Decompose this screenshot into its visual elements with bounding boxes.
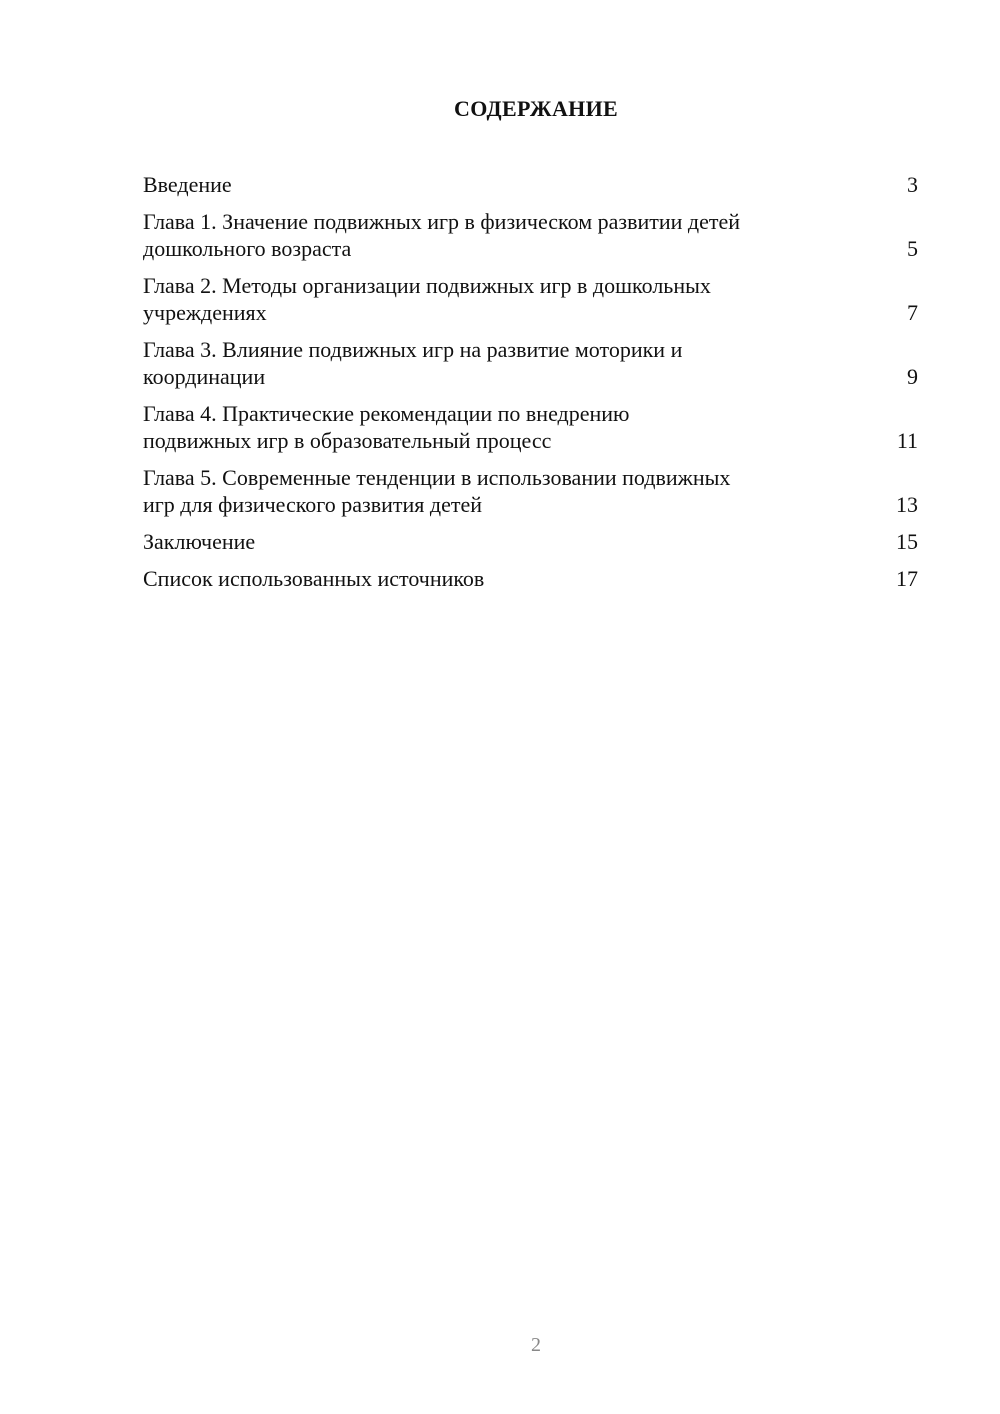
toc-entry-chapter-2 [143,272,918,326]
toc-page-number: 3 [907,172,918,197]
toc-page-number: 5 [907,236,918,261]
toc-entry-conclusion [143,528,918,555]
toc-entry-text [143,400,629,454]
toc-page-number: 15 [896,529,918,554]
toc-title: СОДЕРЖАНИЕ [454,96,618,121]
toc-entry-line: Глава 5. Современные тенденции в использовании подвижных [143,465,731,490]
toc-entry-text [143,171,232,198]
toc-entry-text [143,464,730,518]
toc-entry-line: Глава 3. Влияние подвижных игр на развитие моторики и [143,337,683,362]
toc-entry-line: Глава 2. Методы организации подвижных игр в дошкольных [143,273,711,298]
toc-entry-references [143,565,918,592]
toc-entry-chapter-4 [143,400,918,454]
toc-entry-line: дошкольного возраста [143,236,352,261]
toc-entry-line: Список использованных источников [143,566,485,591]
toc-entry-line: Глава 1. Значение подвижных игр в физическом развитии детей [143,209,741,234]
toc-entry-text [143,272,711,326]
table-of-contents [143,171,918,602]
toc-page-number: 7 [907,300,918,325]
toc-entry-line: Заключение [143,529,256,554]
toc-entry-line: подвижных игр в образовательный процесс [143,428,552,453]
toc-entry-text [143,336,682,390]
toc-entry-chapter-3 [143,336,918,390]
toc-entry-chapter-1 [143,208,918,262]
toc-entry-introduction [143,171,918,198]
toc-entry-chapter-5 [143,464,918,518]
toc-page-number: 13 [896,492,918,517]
toc-entry-text [143,565,484,592]
toc-page-number: 17 [896,566,918,591]
toc-entry-text [143,528,255,555]
toc-entry-line: игр для физического развития детей [143,492,483,517]
toc-page-number: 9 [907,364,918,389]
toc-page-number: 11 [896,428,918,453]
page-number: 2 [531,1334,541,1356]
toc-entry-line: Глава 4. Практические рекомендации по внедрению [143,401,630,426]
toc-entry-line: координации [143,364,266,389]
toc-entry-line: учреждениях [143,300,267,325]
toc-entry-line: Введение [143,172,232,197]
toc-entry-text [143,208,740,262]
